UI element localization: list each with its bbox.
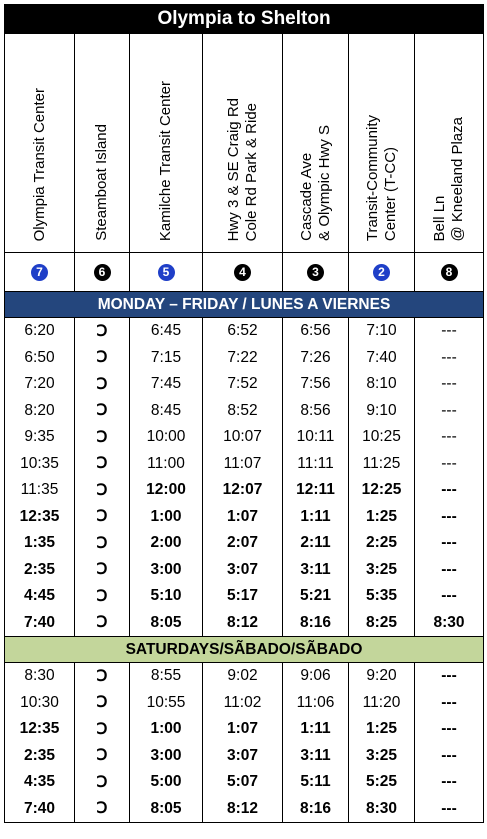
time-cell: 11:35 (5, 477, 75, 504)
table-row (5, 663, 484, 690)
time-cell: 9:02 (203, 663, 283, 690)
request-stop-cell: Ↄ (75, 504, 130, 531)
time-cell: --- (415, 716, 484, 743)
time-cell: 1:25 (349, 716, 415, 743)
time-cell: 2:35 (5, 557, 75, 584)
table-row (5, 583, 484, 610)
time-cell: --- (415, 451, 484, 478)
stop-header (75, 34, 130, 253)
request-stop-cell: Ↄ (75, 371, 130, 398)
stop-header (203, 34, 283, 253)
table-row (5, 371, 484, 398)
time-cell: 9:10 (349, 398, 415, 425)
request-stop-cell: Ↄ (75, 477, 130, 504)
time-cell: 7:52 (203, 371, 283, 398)
time-cell: 5:00 (130, 769, 203, 796)
time-cell: --- (415, 530, 484, 557)
stop-header (415, 34, 484, 253)
stop-name: Transit-Community Center (T-CC) (363, 114, 399, 241)
time-cell: 8:12 (203, 796, 283, 823)
time-cell: 7:40 (5, 610, 75, 637)
stop-header (130, 34, 203, 253)
time-cell: 1:07 (203, 716, 283, 743)
time-cell: 2:35 (5, 743, 75, 770)
time-cell: 4:45 (5, 583, 75, 610)
stop-number-badge: 8 (441, 264, 458, 281)
time-cell: 7:56 (283, 371, 349, 398)
stop-header (349, 34, 415, 253)
time-cell: 7:26 (283, 345, 349, 372)
time-cell: --- (415, 690, 484, 717)
time-cell: 7:10 (349, 318, 415, 345)
stop-name: Hwy 3 & SE Craig Rd Cole Rd Park & Ride (224, 97, 260, 241)
time-cell: 6:50 (5, 345, 75, 372)
time-cell: 8:12 (203, 610, 283, 637)
time-cell: 12:35 (5, 504, 75, 531)
time-cell: 6:45 (130, 318, 203, 345)
table-row (5, 796, 484, 823)
time-cell: --- (415, 477, 484, 504)
table-row (5, 690, 484, 717)
request-stop-cell: Ↄ (75, 530, 130, 557)
time-cell: 4:35 (5, 769, 75, 796)
stop-number-cell (283, 253, 349, 292)
time-cell: --- (415, 318, 484, 345)
section-header-row (5, 292, 484, 318)
time-cell: 6:52 (203, 318, 283, 345)
stop-number-cell (75, 253, 130, 292)
table-row (5, 318, 484, 345)
time-cell: --- (415, 743, 484, 770)
stop-number-cell (5, 253, 75, 292)
time-cell: 5:25 (349, 769, 415, 796)
time-cell: 7:45 (130, 371, 203, 398)
time-cell: --- (415, 398, 484, 425)
stop-name: Bell Ln @ Kneeland Plaza (431, 116, 466, 241)
time-cell: 10:35 (5, 451, 75, 478)
time-cell: --- (415, 583, 484, 610)
time-cell: 7:22 (203, 345, 283, 372)
time-cell: 12:11 (283, 477, 349, 504)
time-cell: 1:25 (349, 504, 415, 531)
request-stop-cell: Ↄ (75, 451, 130, 478)
time-cell: 3:00 (130, 557, 203, 584)
table-row (5, 743, 484, 770)
time-cell: 6:20 (5, 318, 75, 345)
stop-name: Steamboat Island (93, 124, 110, 241)
time-cell: 1:11 (283, 716, 349, 743)
table-row (5, 769, 484, 796)
time-cell: 3:25 (349, 743, 415, 770)
time-cell: --- (415, 557, 484, 584)
time-cell: 3:25 (349, 557, 415, 584)
time-cell: 10:25 (349, 424, 415, 451)
request-stop-cell: Ↄ (75, 716, 130, 743)
stop-number-badge: 2 (373, 264, 390, 281)
time-cell: 8:30 (415, 610, 484, 637)
time-cell: 12:35 (5, 716, 75, 743)
time-cell: 11:00 (130, 451, 203, 478)
schedule-table (4, 4, 484, 823)
request-stop-cell: Ↄ (75, 796, 130, 823)
time-cell: 3:11 (283, 743, 349, 770)
time-cell: 12:25 (349, 477, 415, 504)
time-cell: 10:30 (5, 690, 75, 717)
stop-number-badge: 6 (94, 264, 111, 281)
stop-number-cell (349, 253, 415, 292)
time-cell: 8:45 (130, 398, 203, 425)
time-cell: 11:07 (203, 451, 283, 478)
time-cell: 11:02 (203, 690, 283, 717)
time-cell: 1:07 (203, 504, 283, 531)
table-row (5, 504, 484, 531)
request-stop-cell: Ↄ (75, 345, 130, 372)
table-row (5, 477, 484, 504)
table-row (5, 716, 484, 743)
time-cell: 7:40 (349, 345, 415, 372)
time-cell: 8:30 (5, 663, 75, 690)
section-header: MONDAY – FRIDAY / LUNES A VIERNES (5, 292, 484, 318)
time-cell: --- (415, 504, 484, 531)
time-cell: 11:06 (283, 690, 349, 717)
time-cell: 8:10 (349, 371, 415, 398)
time-cell: --- (415, 796, 484, 823)
stop-number-badge: 5 (158, 264, 175, 281)
time-cell: 8:25 (349, 610, 415, 637)
stop-number-cell (130, 253, 203, 292)
time-cell: 8:05 (130, 796, 203, 823)
time-cell: 10:07 (203, 424, 283, 451)
stop-number-badge: 7 (31, 264, 48, 281)
request-stop-cell: Ↄ (75, 690, 130, 717)
time-cell: 2:25 (349, 530, 415, 557)
time-cell: 2:11 (283, 530, 349, 557)
page-title: Olympia to Shelton (5, 5, 484, 34)
time-cell: --- (415, 663, 484, 690)
stop-number-row (5, 253, 484, 292)
stop-header (283, 34, 349, 253)
time-cell: 7:15 (130, 345, 203, 372)
request-stop-cell: Ↄ (75, 769, 130, 796)
time-cell: 11:20 (349, 690, 415, 717)
time-cell: 3:11 (283, 557, 349, 584)
time-cell: 8:52 (203, 398, 283, 425)
time-cell: 9:35 (5, 424, 75, 451)
stop-number-badge: 4 (234, 264, 251, 281)
section-header: SATURDAYS/SÃBADO/SÃBADO (5, 637, 484, 663)
time-cell: 5:07 (203, 769, 283, 796)
stop-name: Olympia Transit Center (30, 87, 48, 241)
stop-name: Cascade Ave & Olympic Hwy S (297, 125, 333, 241)
time-cell: 5:11 (283, 769, 349, 796)
stop-number-cell (203, 253, 283, 292)
time-cell: 2:00 (130, 530, 203, 557)
stop-number-badge: 3 (307, 264, 324, 281)
table-row (5, 557, 484, 584)
time-cell: 1:35 (5, 530, 75, 557)
table-row (5, 610, 484, 637)
stop-number-cell (415, 253, 484, 292)
stop-header-row (5, 34, 484, 253)
time-cell: 8:16 (283, 610, 349, 637)
time-cell: 5:17 (203, 583, 283, 610)
time-cell: 10:11 (283, 424, 349, 451)
section-header-row (5, 637, 484, 663)
time-cell: 12:07 (203, 477, 283, 504)
request-stop-cell: Ↄ (75, 557, 130, 584)
time-cell: 1:11 (283, 504, 349, 531)
request-stop-cell: Ↄ (75, 424, 130, 451)
time-cell: 1:00 (130, 504, 203, 531)
time-cell: 8:30 (349, 796, 415, 823)
time-cell: 10:55 (130, 690, 203, 717)
table-row (5, 451, 484, 478)
stop-name: Kamilche Transit Center (157, 80, 174, 241)
stop-header (5, 34, 75, 253)
time-cell: 3:07 (203, 557, 283, 584)
request-stop-cell: Ↄ (75, 583, 130, 610)
time-cell: 8:56 (283, 398, 349, 425)
time-cell: 7:40 (5, 796, 75, 823)
time-cell: 12:00 (130, 477, 203, 504)
time-cell: 9:20 (349, 663, 415, 690)
time-cell: 8:05 (130, 610, 203, 637)
table-row (5, 424, 484, 451)
schedule-wrapper (4, 4, 483, 823)
time-cell: 10:00 (130, 424, 203, 451)
time-cell: 3:07 (203, 743, 283, 770)
time-cell: 3:00 (130, 743, 203, 770)
request-stop-cell: Ↄ (75, 398, 130, 425)
time-cell: 1:00 (130, 716, 203, 743)
request-stop-cell: Ↄ (75, 663, 130, 690)
time-cell: 11:25 (349, 451, 415, 478)
time-cell: 9:06 (283, 663, 349, 690)
time-cell: 6:56 (283, 318, 349, 345)
time-cell: 2:07 (203, 530, 283, 557)
title-row (5, 5, 484, 34)
time-cell: 5:10 (130, 583, 203, 610)
time-cell: 8:16 (283, 796, 349, 823)
time-cell: 8:20 (5, 398, 75, 425)
time-cell: --- (415, 424, 484, 451)
request-stop-cell: Ↄ (75, 318, 130, 345)
table-row (5, 345, 484, 372)
time-cell: --- (415, 345, 484, 372)
time-cell: 8:55 (130, 663, 203, 690)
table-row (5, 398, 484, 425)
request-stop-cell: Ↄ (75, 743, 130, 770)
time-cell: 11:11 (283, 451, 349, 478)
request-stop-cell: Ↄ (75, 610, 130, 637)
time-cell: --- (415, 371, 484, 398)
table-row (5, 530, 484, 557)
time-cell: 7:20 (5, 371, 75, 398)
time-cell: --- (415, 769, 484, 796)
time-cell: 5:21 (283, 583, 349, 610)
time-cell: 5:35 (349, 583, 415, 610)
